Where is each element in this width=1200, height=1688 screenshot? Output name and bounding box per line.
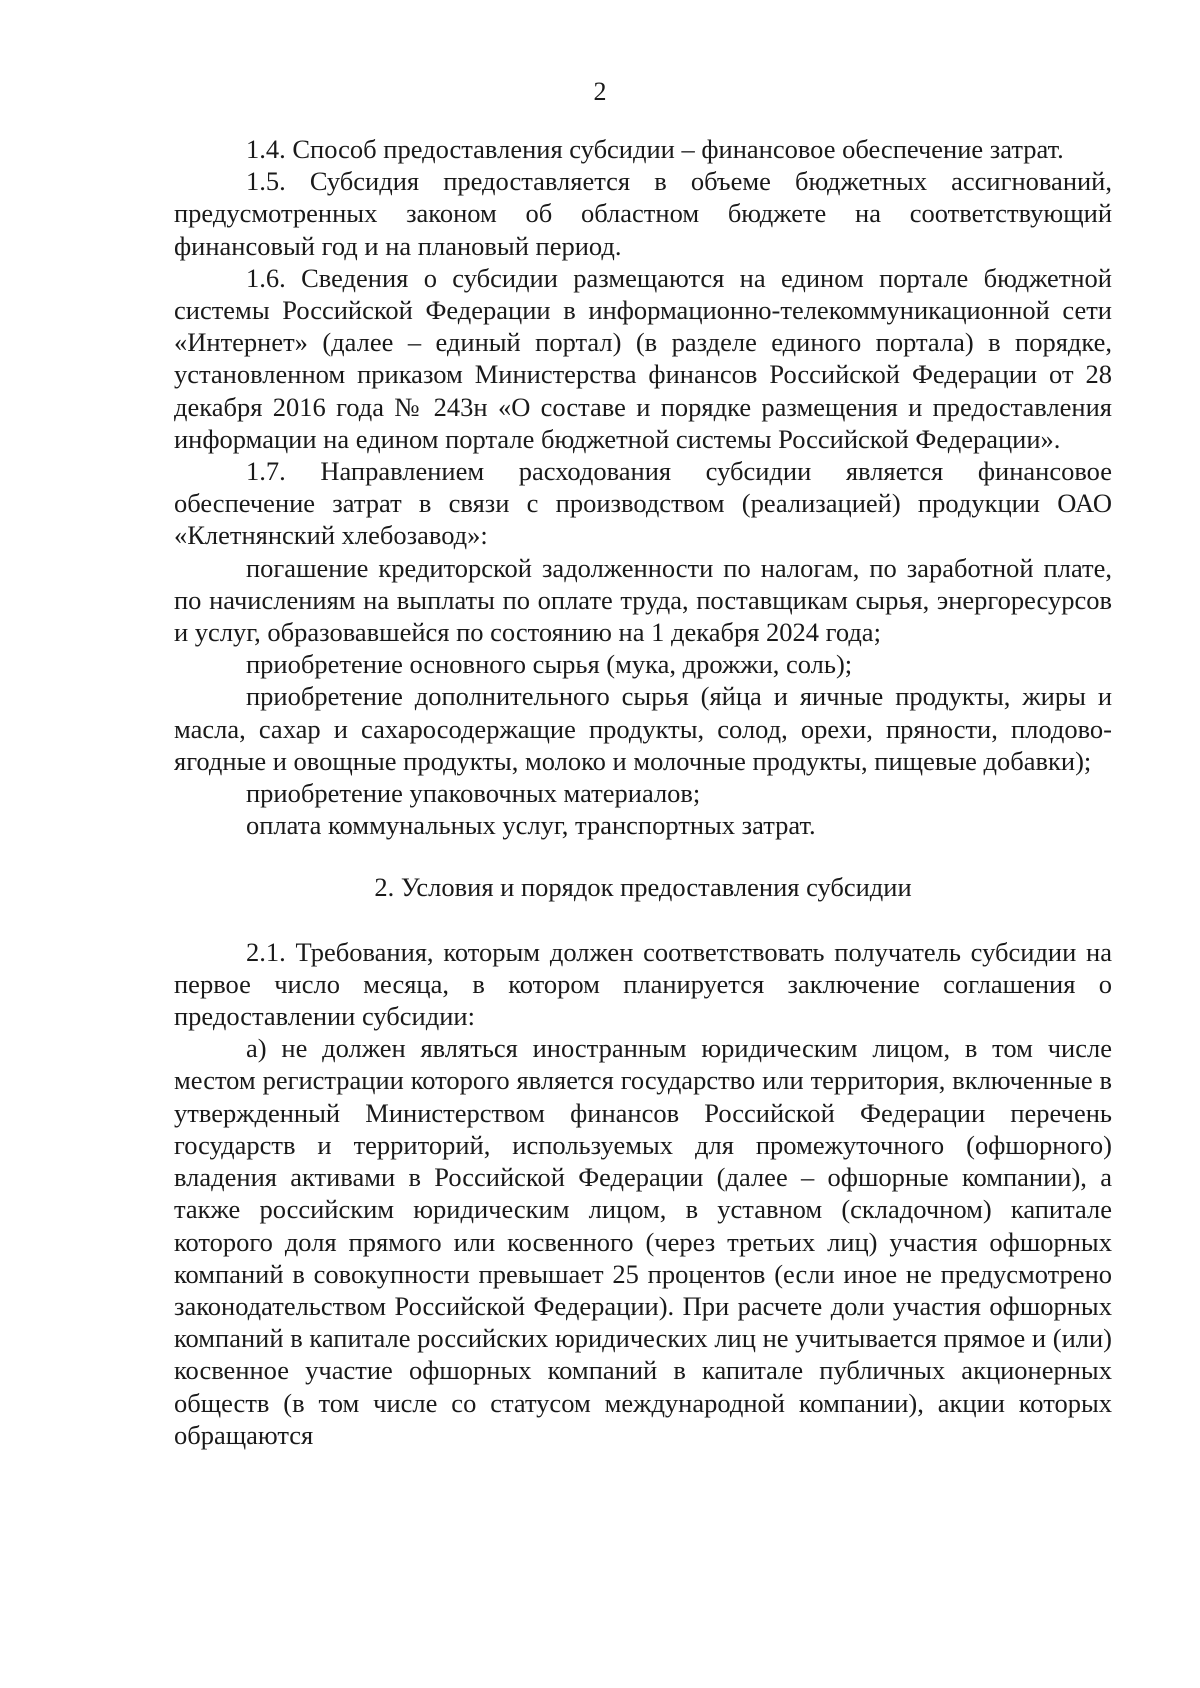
list-item-utilities: оплата коммунальных услуг, транспортных затрат. [246,810,816,841]
document-body [174,133,1112,1451]
list-item-debt: погашение кредиторской задолженности по налогам, по заработной плате, по начислениям на выплаты по оплате труда, поставщикам сырья, энергоресурсов и услуг, образовавшейся по состоянию на 1 декабря 2024 года; [174,552,1112,648]
paragraph-1-5: 1.5. Субсидия предоставляется в объеме бюджетных ассигнований, предусмотренных законом об областном бюджете на соответствующий финансовый год и на плановый период. [174,166,1112,261]
paragraph-2-1-a: а) не должен являться иностранным юридическим лицом, в том числе местом регистрации которого является государство или территория, включенные в утвержденный Министерством финансов Российской Федерации перечень государств и территорий, используемых для промежуточного (офшорного) владения активами в Российской Федерации (далее – офшорные компании), а также российским юридическим лицом, в уставном (складочном) капитале которого доля прямого или косвенного (через третьих лиц) участия офшорных компаний в совокупности превышает 25 процентов (если иное не предусмотрено законодательством Российской Федерации). При расчете доли участия офшорных компаний в капитале российских юридических лиц не учитывается прямое и (или) косвенное участие офшорных компаний в капитале публичных акционерных обществ (в том числе со статусом международной компании), акции которых обращаются [174,1033,1112,1450]
list-item-additional-raw: приобретение дополнительного сырья (яйца и яичные продукты, жиры и масла, сахар и сахаросодержащие продукты, солод, орехи, пряности, плодово-ягодные и овощные продукты, молоко и молочные продукты, пищевые добавки); [174,681,1112,776]
page-number: 2 [593,77,607,106]
paragraph-1-6: 1.6. Сведения о субсидии размещаются на едином портале бюджетной системы Российской Федерации в информационно-телекоммуникационной сети «Интернет» (далее – единый портал) (в разделе единого портала) в порядке, установленном приказом Министерства финансов Российской Федерации от 28 декабря 2016 года № 243н «О составе и порядке размещения и предоставления информации на едином портале бюджетной системы Российской Федерации». [174,262,1112,454]
paragraph-1-7: 1.7. Направлением расходования субсидии является финансовое обеспечение затрат в связи с производством (реализацией) продукции ОАО «Клетнянский хлебозавод»: [174,456,1112,551]
paragraph-1-4: 1.4. Способ предоставления субсидии – финансовое обеспечение затрат. [246,134,1064,164]
paragraph-2-1: 2.1. Требования, которым должен соответствовать получатель субсидии на первое число месяца, в котором планируется заключение соглашения о предоставлении субсидии: [174,936,1112,1032]
list-item-packaging: приобретение упаковочных материалов; [246,778,701,809]
list-item-basic-raw: приобретение основного сырья (мука, дрожжи, соль); [246,649,853,680]
section-2-heading: 2. Условия и порядок предоставления субсидии [374,872,912,903]
